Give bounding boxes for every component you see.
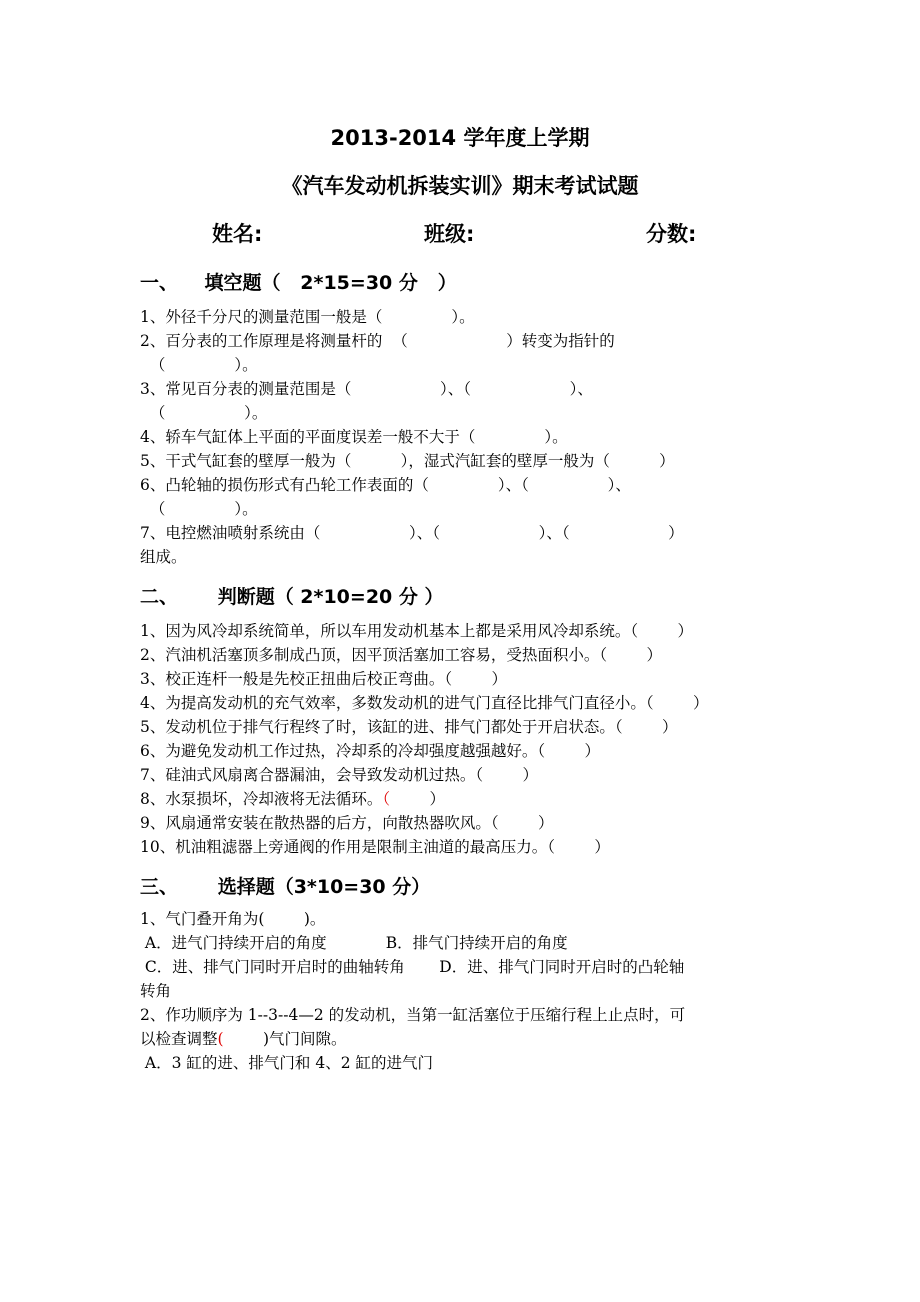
section-multiple-choice-heading: 三、 选择题（3*10=30 分） xyxy=(140,876,431,898)
true-false-line: 9、风扇通常安装在散热器的后方，向散热器吹风。（ ） xyxy=(140,814,554,832)
true-false-line: 5、发动机位于排气行程终了时，该缸的进、排气门都处于开启状态。（ ） xyxy=(140,718,678,736)
choice-line: 转角 xyxy=(140,982,172,1000)
choice-line-text: 以检查调整 xyxy=(140,1030,218,1048)
fill-blank-line: （ ）。 xyxy=(140,356,258,374)
choice-line-text: )气门间隙。 xyxy=(262,1030,347,1048)
fill-blank-line: （ ）。 xyxy=(140,404,268,422)
true-false-line: 7、硅油式风扇离合器漏油，会导致发动机过热。（ ） xyxy=(140,766,539,784)
choice-line: A．进气门持续开启的角度 B．排气门持续开启的角度 xyxy=(140,934,568,952)
true-false-line: 1、因为风冷却系统简单，所以车用发动机基本上都是采用风冷却系统。（ ） xyxy=(140,622,694,640)
answer-paren-open: ( xyxy=(217,1030,263,1048)
fill-blank-line: 6、凸轮轴的损伤形式有凸轮工作表面的（ ）、（ ）、 xyxy=(140,476,631,494)
choice-line: 2、作功顺序为 1--3--4—2 的发动机，当第一缸活塞位于压缩行程上止点时，可 xyxy=(140,1006,686,1024)
fill-blank-line: 2、百分表的工作原理是将测量杆的 （ ）转变为指针的 xyxy=(140,332,615,350)
fill-blank-line: 1、外径千分尺的测量范围一般是（ ）。 xyxy=(140,308,475,326)
score-label: 分数: xyxy=(646,222,697,246)
exam-course-title: 《汽车发动机拆装实训》期末考试试题 xyxy=(281,174,639,198)
section-fill-blank-heading: 一、 填空题（ 2*15=30 分 ） xyxy=(140,272,457,294)
true-false-line: 3、校正连杆一般是先校正扭曲后校正弯曲。（ ） xyxy=(140,670,508,688)
true-false-line: 2、汽油机活塞顶多制成凸顶，因平顶活塞加工容易，受热面积小。（ ） xyxy=(140,646,663,664)
student-info-row xyxy=(0,218,920,248)
true-false-line: 10、机油粗滤器上旁通阀的作用是限制主油道的最高压力。（ ） xyxy=(140,838,610,856)
fill-blank-line: 7、电控燃油喷射系统由（ ）、（ ）、（ ） xyxy=(140,524,684,542)
class-label: 班级: xyxy=(424,222,475,246)
choice-line xyxy=(140,1028,347,1050)
name-label: 姓名: xyxy=(212,222,263,246)
answer-paren-open: （ xyxy=(382,790,391,808)
true-false-line-text: 8、水泵损坏，冷却液将无法循环。 xyxy=(140,790,383,808)
choice-line: C．进、排气门同时开启时的曲轴转角 D．进、排气门同时开启时的凸轮轴 xyxy=(140,958,685,976)
fill-blank-line: 4、轿车气缸体上平面的平面度误差一般不大于（ ）。 xyxy=(140,428,568,446)
fill-blank-line: 组成。 xyxy=(140,548,187,566)
answer-paren-close: ） xyxy=(390,790,446,808)
true-false-line: 6、为避免发动机工作过热，冷却系的冷却强度越强越好。（ ） xyxy=(140,742,601,760)
section-true-false-heading: 二、 判断题（ 2*10=20 分 ） xyxy=(140,586,444,608)
fill-blank-line: 3、常见百分表的测量范围是（ ）、（ ）、 xyxy=(140,380,593,398)
choice-line: 1、气门叠开角为( )。 xyxy=(140,910,326,928)
true-false-line xyxy=(140,788,445,810)
fill-blank-line: 5、干式气缸套的壁厚一般为（ ），湿式汽缸套的壁厚一般为（ ） xyxy=(140,452,675,470)
exam-year-title: 2013-2014 学年度上学期 xyxy=(330,126,590,150)
true-false-line: 4、为提高发动机的充气效率，多数发动机的进气门直径比排气门直径小。（ ） xyxy=(140,694,709,712)
choice-line: A．3 缸的进、排气门和 4、2 缸的进气门 xyxy=(140,1054,433,1072)
fill-blank-line: （ ）。 xyxy=(140,500,258,518)
